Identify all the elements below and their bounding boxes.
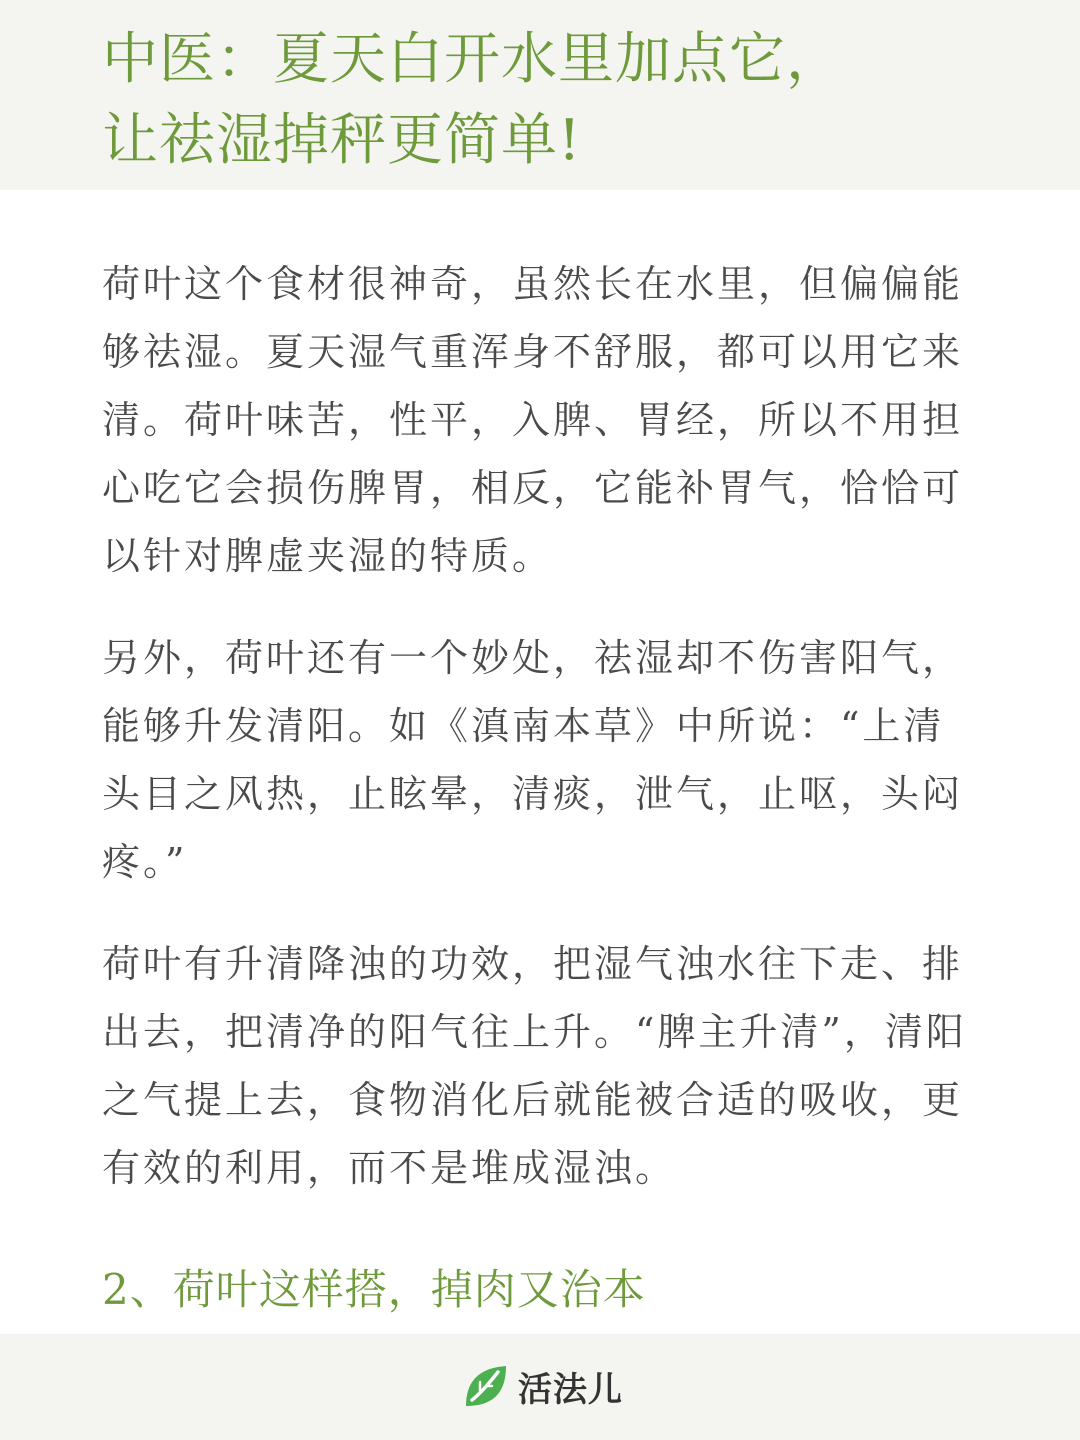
page-title-line-1: 中医：夏天白开水里加点它，: [102, 27, 843, 92]
article-paragraph-1: 荷叶这个食材很神奇，虽然长在水里，但偏偏能够祛湿。夏天湿气重浑身不舒服，都可以用它来清。荷叶味苦，性平，入脾、胃经，所以不用担心吃它会损伤脾胃，相反，它能补胃气，恰恰可以针对脾虚夹湿的特质。: [102, 262, 964, 578]
brand-logo: [462, 1356, 623, 1416]
page-title-line-2: 让祛湿掉秤更简单!: [102, 108, 582, 173]
header-band: [0, 0, 1080, 190]
section-subheading: 2、荷叶这样搭，掉肉又治本: [102, 1265, 646, 1314]
article-paragraph-3: 荷叶有升清降浊的功效，把湿气浊水往下走、排出去，把清净的阳气往上升。“脾主升清”，清阳之气提上去，食物消化后就能被合适的吸收，更有效的利用，而不是堆成湿浊。: [102, 942, 967, 1190]
article-body: [102, 250, 982, 1320]
footer-band: [0, 1334, 1080, 1440]
leaf-icon: [462, 1362, 510, 1410]
article-paragraph-2: 另外，荷叶还有一个妙处，祛湿却不伤害阳气，能够升发清阳。如《滇南本草》中所说：“上清头目之风热，止眩晕，清痰，泄气，止呕，头闷疼。”: [102, 636, 964, 884]
brand-name: 活法儿: [518, 1369, 623, 1410]
